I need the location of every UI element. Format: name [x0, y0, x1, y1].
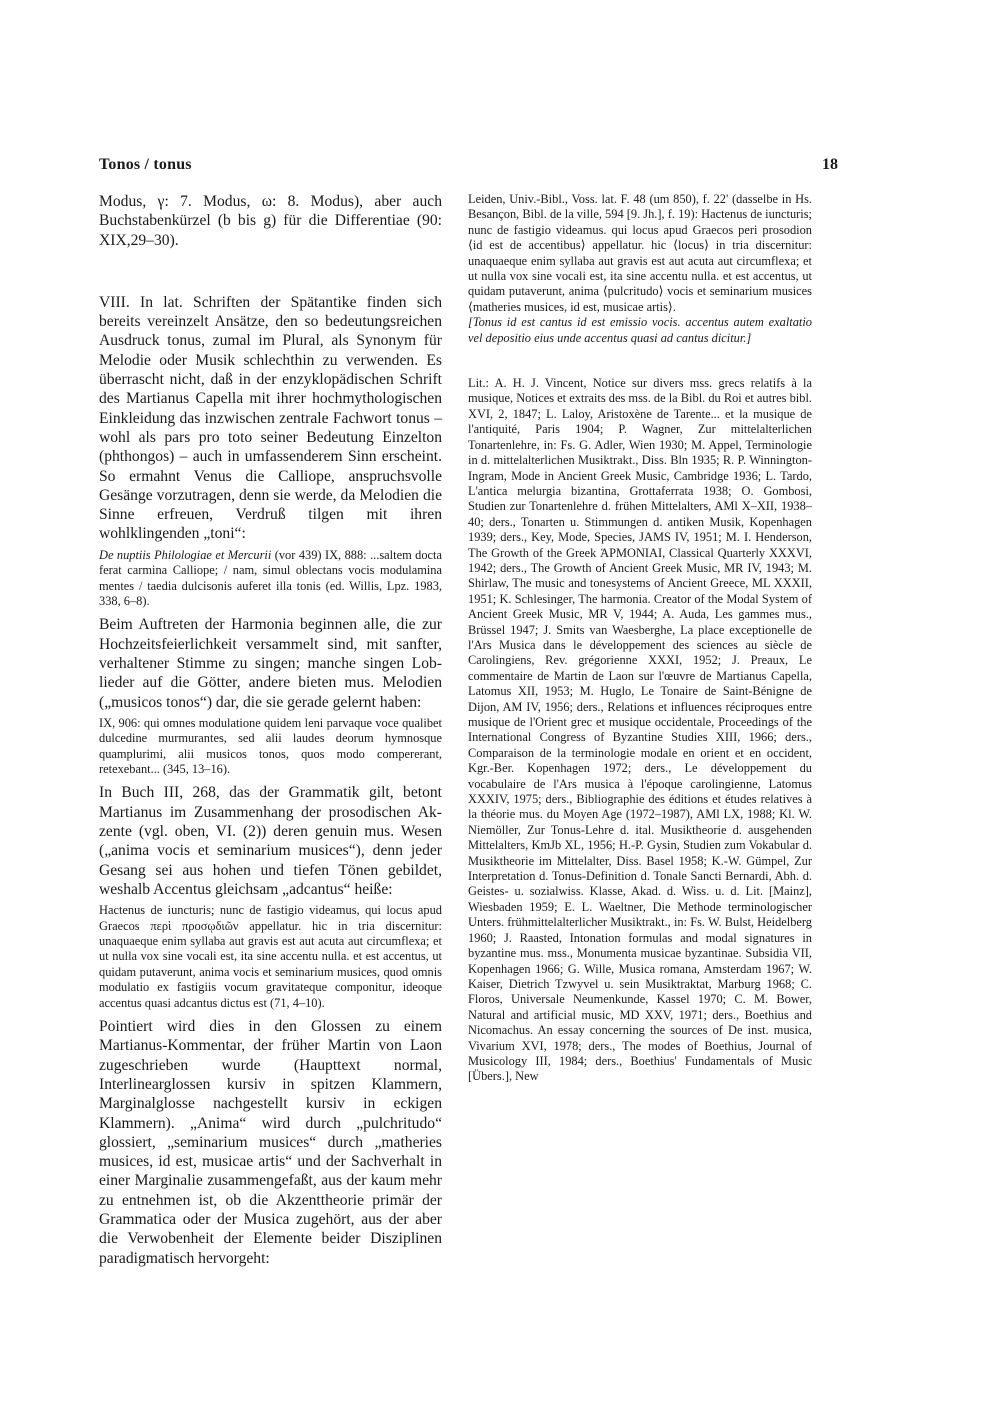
paragraph-buch-iii: In Buch III, 268, das der Grammatik gilt, betont Martianus im Zusammenhang der prosodischen Akzente (vgl. oben, VI. (2)) deren genuin mus. Wesen („anima vocis et seminarium musices“), denn jeder Gesang sei aus hohen und tiefen Tönen gebildet, weshalb Accentus gleichsam „adcantus“ heiße:: [99, 784, 442, 898]
right-column: [468, 192, 812, 1085]
literature-list: Lit.: A. H. J. Vincent, Notice sur divers mss. grecs relatifs à la musique, Notices et extraits des mss. de la Bibl. du Roi et autres bibl. XVI, 2, 1847; L. Laloy, Aristoxène de Tarente... et la musique de l'antiquité, Paris 1904; P. Wagner, Zur mittelalterlichen Tonartenlehre, in: Fs. G. Adler, Wien 1930; M. Appel, Terminologie in d. mittelalterlichen Musiktrakt., Diss. Bln 1935; R. P. Winnington-Ingram, Mode in Ancient Greek Music, Cambridge 1936; L. Tardo, L'antica melurgia bizantina, Grottaferrata 1938; O. Gombosi, Studien zur Tonartenlehre d. frühen Mittelalters, AMl X–XII, 1938–40; ders., Tonarten u. Stimmungen d. antiken Musik, Kopenhagen 1939; ders., Key, Mode, Species, JAMS IV, 1951; M. I. Henderson, The Growth of the Greek ἉΡΜΟΝΙΑΙ, Classical Quarterly XXXVI, 1942; ders., The Growth of Ancient Greek Music, MR IV, 1943; M. Shirlaw, The music and tonesystems of Ancient Greece, ML XXXII, 1951; K. Schlesinger, The harmonia. Creator of the Modal System of Ancient Greek Music, MR V, 1944; A. Auda, Les gammes mus., Brüssel 1947; J. Smits van Waesberghe, La place exceptionelle de l'Ars Musica dans le développement des sciences au siècle de Carolingiens, Rev. grégorienne XXXI, 1952; J. Preaux, Le commentaire de Martin de Laon sur l'œuvre de Martianus Capella, Latomus XII, 1953; M. Huglo, Le Tonaire de Saint-Bénigne de Dijon, AM IV, 1956; ders., Relations et influences réciproques entre musique de l'Orient grec et musique occidentale, Proceedings of the International Congress of Byzantine Studies XIII, 1966; ders., Comparaison de la terminologie modale en orient et en occident, Kgr.-Ber. Kopenhagen 1972; ders., Le développement du vocabulaire de l'Ars musica à l'époque carolingienne, Latomus XXXIV, 1975; ders., Bibliographie des éditions et études relatives à la théorie mus. du Moyen Age (1972–1987), AMl LX, 1988; Kl. W. Niemöller, Zur Tonus-Lehre d. ital. Musiktheorie d. ausgehenden Mittelalters, KmJb XL, 1956; H.-P. Gysin, Studien zum Vokabular d. Musiktheorie im Mittelalter, Diss. Basel 1958; K.-W. Gümpel, Zur Interpretation d. Tonus-Definition d. Tonale Sancti Bernardi, Abh. d. Geistes- u. sozialwiss. Klasse, Akad. d. Wiss. u. d. Lit. [Mainz], Wiesbaden 1959; E. L. Waeltner, Die Methode terminologischer Unters. frühmittelalterlicher Musiktrakt., in: Fs. W. Bulst, Heidelberg 1960; J. Raasted, Intonation formulas and modal signatures in byzantine mus. mss., Monumenta musicae byzantinae. Subsidia VII, Kopenhagen 1966; G. Wille, Musica romana, Amsterdam 1967; W. Kaiser, Dietrich Tzwyvel u. sein Musiktraktat, Marburg 1968; C. Floros, Universale Neumenkunde, Kassel 1970; C. M. Bower, Natural and artificial music, MD XXV, 1971; ders., Boethius and Nicomachus. An essay concerning the sources of De inst. musica, Vivarium XVI, 1978; ders., The modes of Boethius, Journal of Musicology III, 1984; ders., Boethius' Fundamentals of Music [Übers.], New: [468, 376, 812, 1084]
paragraph-harmonia: Beim Auftreten der Harmonia beginnen alle, die zur Hochzeitsfeierlichkeit versammelt sind, mit sanfter, verhaltener Stimme zu singen; manche singen Loblieder auf die Götter, andere bieten mus. Melodien („musicos tonos“) dar, die sie gerade gelernt haben:: [99, 616, 442, 711]
quote-text: (vor 439) IX, 888: ...saltem docta ferat carmina Calliope; / nam, simul oblectans vocis modulamina mentes / taedia dulcisonis auferet illa tonis (ed. Willis, Lpz. 1983, 338, 6–8).: [99, 547, 442, 608]
quote-ix-906: IX, 906: qui omnes modulatione quidem leni parvaque voce qualibet dulcedine murmurantes, sed alii laudes deorum hymnosque quamplurimi, alii musicos tonos, quos modo compererant, retexebant... (345, 13–16).: [99, 715, 442, 777]
left-column: [99, 192, 442, 1268]
quote-hactenus: Hactenus de iuncturis; nunc de fastigio videamus, qui locus apud Graecos περὶ προσῳδιῶν appellatur. hic in tria discernitur: unaquaeque enim syllaba aut gravis est aut acuta aut circumflexa; et ut nulla vox sine vocali est, ita sine accentu nulla. et est accentus, ut quidam putaverunt, anima vocis et seminarium musices, quod omnis modulatio ex fastigiis vocum gravitateque componitur, ideoque accentus quasi adcantus dictus est (71, 4–10).: [99, 903, 442, 1010]
marginal-gloss: [Tonus id est cantus id est emissio vocis. accentus autem exaltatio vel depositio eius unde accentus quasi ad cantus dicitur.]: [468, 315, 812, 345]
paragraph-pointiert: Pointiert wird dies in den Glossen zu einem Martianus-Kommentar, der früher Martin von Laon zugeschrieben wurde (Haupttext normal, Interlinearglossen kursiv in spitzen Klammern, Marginalglosse nachgestellt kursiv in eckigen Klammern). „Anima“ wird durch „pulchritudo“ glossiert, „seminarium musices“ durch „matheries musices, id est, musicae artis“ und der Sachverhalt in einer Marginalie zusammengefaßt, aus der kaum mehr zu entnehmen ist, ob die Akzenttheorie primär der Grammatica oder der Musica zugehört, aus der aber die Verwobenheit der Elemente beider Disziplinen paradigmatisch hervorgeht:: [99, 1018, 442, 1267]
page-number: 18: [822, 156, 838, 173]
quote-work-title: De nuptiis Philologiae et Mercurii: [99, 547, 272, 562]
running-head-title: Tonos / tonus: [99, 156, 192, 173]
paragraph-section-viii: VIII. In lat. Schriften der Spätantike finden sich bereits vereinzelt Ansätze, den so bedeutungsreichen Ausdruck tonus, zumal im Plural, als Synonym für Melodie oder Musik schlechthin zu verwenden. Es überrascht nicht, daß in der enzyklopädischen Schrift des Martianus Capella mit ihrer hochmythologischen Einkleidung das inzwischen zentrale Fachwort tonus – wohl als pars pro toto seiner Bedeutung Einzelton (phthongos) – auch in umfassenderem Sinn erscheint. So ermahnt Venus die Calliope, anspruchsvolle Gesänge vorzutragen, denn sie werde, da Melodien die Sinne erfreuen, Verdruß tilgen mit ihren wohlklingenden „toni“:: [99, 293, 442, 543]
paragraph-intro: Modus, γ: 7. Modus, ω: 8. Modus), aber auch Buchstabenkürzel (b bis g) für die Differentiae (90: XIX,29–30).: [99, 193, 442, 249]
section-gap: [99, 250, 442, 293]
quote-de-nuptiis: [99, 548, 442, 610]
literature-gap: [468, 346, 812, 376]
quote-leiden-manuscript: Leiden, Univ.-Bibl., Voss. lat. F. 48 (um 850), f. 22' (dasselbe in Hs. Besançon, Bibl. de la ville, 594 [9. Jh.], f. 19): Hactenus de iuncturis; nunc de fastigio videamus. qui locus apud Graecos peri prosodion ⟨id est de accentibus⟩ appellatur. hic ⟨locus⟩ in tria discernitur: unaquaeque enim syllaba aut gravis est aut acuta aut circumflexa; et ut nulla vox sine vocali est, ita sine accentu nulla. et est accentus, ut quidam putaverunt, anima ⟨pulcritudo⟩ vocis et seminarium musices ⟨matheries musices, id est, musicae artis⟩.: [468, 192, 812, 314]
